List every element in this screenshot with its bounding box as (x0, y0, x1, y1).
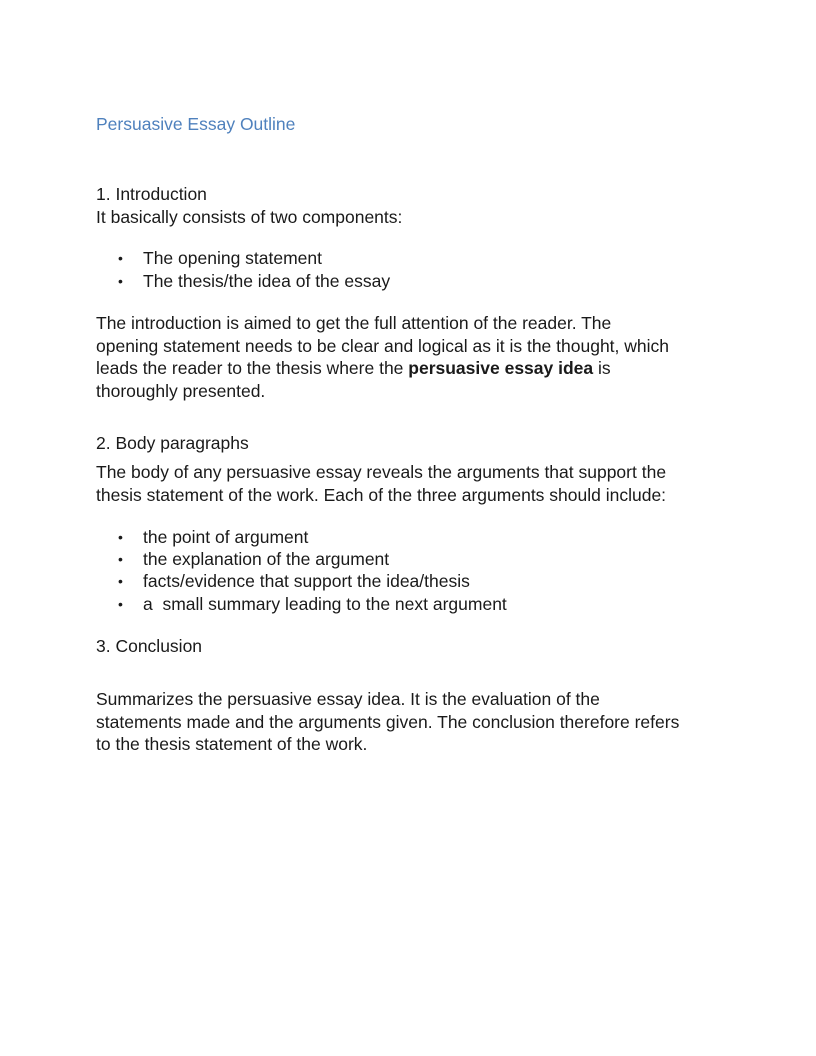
paragraph-line (96, 357, 736, 380)
conclusion-paragraph (96, 688, 736, 756)
body-paragraph (96, 461, 736, 506)
paragraph-line: The introduction is aimed to get the full attention of the reader. The (96, 313, 612, 333)
paragraph-line-text: opening statement needs to be clear and logical as it is the thought, which (96, 335, 670, 356)
paragraph-line: thoroughly presented. (96, 381, 266, 402)
bullet-icon: • (118, 573, 123, 589)
paragraph-line-text: leads the reader to the thesis where the (96, 358, 409, 379)
paragraph-line: The body of any persuasive essay reveals the arguments that support the (96, 462, 667, 482)
bullet-icon: • (118, 273, 123, 289)
paragraph-line: statements made and the arguments given. The conclusion therefore refers (96, 711, 680, 732)
list-item-text: facts/evidence that support the idea/thesis (143, 571, 470, 591)
list-item-text: a small summary leading to the next argument (143, 594, 507, 614)
paragraph-line: to the thesis statement of the work. (96, 734, 368, 755)
bullet-icon: • (118, 250, 123, 266)
list-item-text: The thesis/the idea of the essay (143, 271, 391, 291)
paragraph-line-text: is (593, 358, 611, 379)
paragraph-line: Summarizes the persuasive essay idea. It is the evaluation of the (96, 689, 600, 709)
body-heading: 2. Body paragraphs (96, 433, 249, 453)
list-item-text: the point of argument (143, 527, 309, 547)
intro-heading: 1. Introduction (96, 184, 207, 204)
bullet-icon: • (118, 551, 123, 567)
page-title: Persuasive Essay Outline (96, 114, 296, 134)
bullet-icon: • (118, 529, 123, 545)
paragraph-line (96, 335, 736, 358)
intro-paragraph (96, 312, 736, 403)
emphasis-text: persuasive essay idea (408, 358, 594, 379)
list-item-text: the explanation of the argument (143, 549, 390, 569)
bullet-icon: • (118, 596, 123, 612)
list-item-text: The opening statement (143, 248, 323, 268)
paragraph-line: thesis statement of the work. Each of the three arguments should include: (96, 484, 667, 505)
conclusion-heading: 3. Conclusion (96, 636, 203, 656)
intro-lead: It basically consists of two components: (96, 207, 403, 227)
